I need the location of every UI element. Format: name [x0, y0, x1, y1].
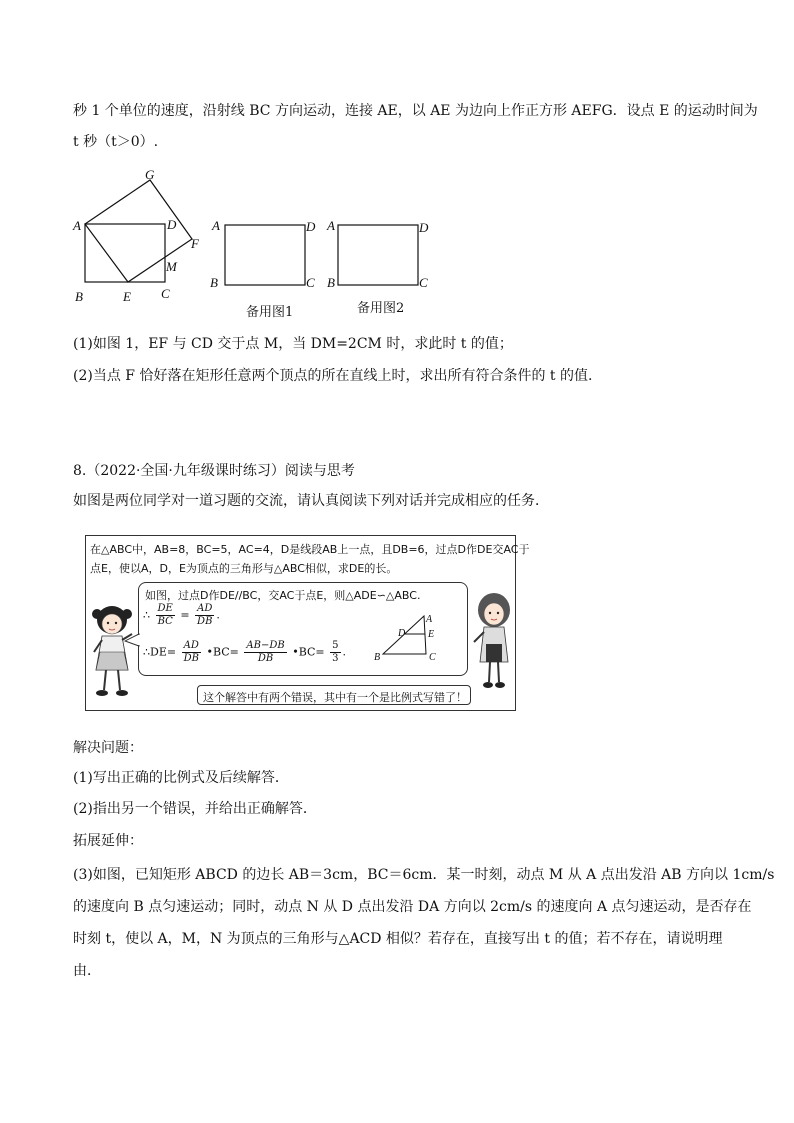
- label-e: E: [123, 289, 131, 304]
- problem8-intro: 如图是两位同学对一道习题的交流，请认真阅读下列对话并完成相应的任务．: [73, 493, 549, 509]
- label-d: D: [167, 217, 177, 232]
- label-m: M: [166, 259, 177, 274]
- extension-title: 拓展延伸：: [73, 833, 143, 849]
- de-equals: ∴DE=: [143, 645, 177, 659]
- question7-2: (2)当点 F 恰好落在矩形任意两个顶点的所在直线上时，求出所有符合条件的 t 的值.: [73, 368, 593, 384]
- label-b: B: [75, 289, 83, 304]
- fraction-de-bc: $\frac{DE}{BC}$: [157, 603, 173, 627]
- spare1-caption: 备用图1: [246, 305, 294, 320]
- times-bc-1: •BC=: [206, 645, 239, 659]
- spare1-label-a: A: [212, 218, 220, 233]
- bubble-line1: 如图，过点D作DE//BC，交AC于点E，则△ADE∽△ABC.: [145, 589, 421, 602]
- problem7-intro-line1: 秒 1 个单位的速度，沿射线 BC 方向运动，连接 AE，以 AE 为边向上作正方形 AEFG．设点 E 的运动时间为: [73, 103, 758, 119]
- spare2-caption: 备用图2: [357, 301, 405, 316]
- task-3-line1: (3)如图，已知矩形 ABCD 的边长 AB＝3cm，BC＝6cm．某一时刻，动点 M 从 A 点出发沿 AB 方向以 1cm/s: [73, 867, 775, 883]
- fraction-abdb-db: $\frac{AB-DB}{DB}$: [246, 640, 285, 664]
- box-problem-line1: 在△ABC中，AB=8，BC=5，AC=4，D是线段AB上一点，且DB=6，过点D作DE交AC于: [90, 543, 530, 556]
- tri-label-e: E: [428, 629, 435, 640]
- solve-title: 解决问题：: [73, 740, 143, 756]
- task-1: (1)写出正确的比例式及后续解答．: [73, 770, 289, 786]
- tri-label-c: C: [429, 652, 436, 663]
- task-2: (2)指出另一个错误，并给出正确解答．: [73, 801, 317, 817]
- girl-left-illustration: [88, 600, 138, 700]
- box-problem-line2: 点E，使以A，D，E为顶点的三角形与△ABC相似，求DE的长。: [90, 562, 398, 575]
- spare1-label-c: C: [306, 275, 315, 290]
- spare2-label-b: B: [327, 275, 335, 290]
- proportion-line: ∴ $\frac{DE}{BC}$ = $\frac{AD}{DB}$ .: [143, 603, 220, 627]
- de-calculation-line: ∴DE= $\frac{AD}{DB}$ •BC= $\frac{AB-DB}{DB}$ •BC= $\frac{5}{3}$ .: [143, 640, 346, 664]
- label-c: C: [161, 286, 170, 301]
- problem8-header: 8.（2022·全国·九年级课时练习）阅读与思考: [73, 463, 355, 479]
- spare1-label-b: B: [210, 275, 218, 290]
- tri-label-b: B: [374, 652, 381, 663]
- spare-figure2: [335, 222, 421, 288]
- spare2-label-d: D: [419, 220, 429, 235]
- tri-label-a: A: [426, 614, 433, 625]
- spare2-label-a: A: [327, 218, 335, 233]
- spare1-label-d: D: [306, 219, 316, 234]
- rect-abcd: [85, 224, 165, 282]
- therefore-symbol: ∴: [143, 608, 150, 622]
- problem7-intro-line2: t 秒（t＞0）.: [73, 134, 159, 150]
- label-f: F: [191, 236, 199, 251]
- label-g: G: [145, 167, 155, 182]
- label-a: A: [73, 218, 81, 233]
- figure1-rectangle-square: [70, 162, 210, 307]
- tri-label-d: D: [398, 628, 406, 639]
- error-speech-bubble: 这个解答中有两个错误，其中有一个是比例式写错了！: [197, 685, 471, 705]
- question7-1: (1)如图 1，EF 与 CD 交于点 M，当 DM=2CM 时，求此时 t 的值；: [73, 336, 513, 352]
- task-3-line2: 的速度向 B 点匀速运动；同时，动点 N 从 D 点出发沿 DA 方向以 2cm/s 的速度向 A 点匀速运动，是否存在: [73, 899, 752, 915]
- spare2-label-c: C: [419, 275, 428, 290]
- fraction-5-3: $\frac{5}{3}$: [332, 640, 339, 664]
- spare-figure1: [222, 222, 308, 288]
- times-bc-2: •BC=: [292, 645, 325, 659]
- task-3-line3: 时刻 t，使以 A，M，N 为顶点的三角形与△ACD 相似？若存在，直接写出 t 的值；若不存在，请说明理: [73, 931, 723, 947]
- task-3-line4: 由．: [73, 963, 101, 979]
- girl-right-illustration: [472, 590, 516, 690]
- fraction-ad-db: $\frac{AD}{DB}$: [197, 603, 213, 627]
- equals: =: [180, 608, 190, 622]
- fraction-ad-db-2: $\frac{AD}{DB}$: [183, 640, 199, 664]
